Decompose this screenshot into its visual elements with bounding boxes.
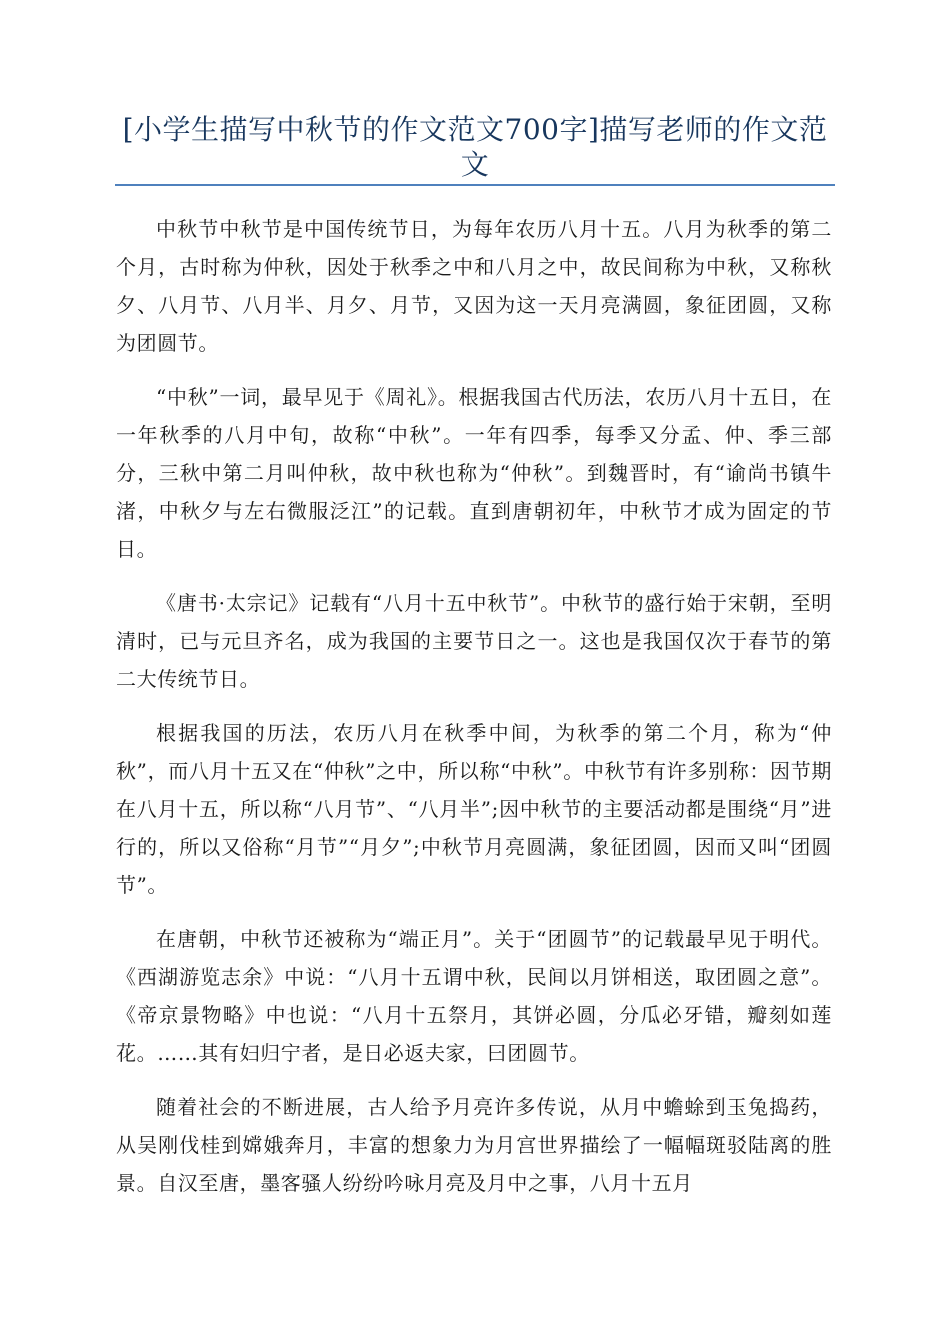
- paragraph-2: “中秋”一词，最早见于《周礼》。根据我国古代历法，农历八月十五日，在一年秋季的八月中旬，故称“中秋”。一年有四季，每季又分孟、仲、季三部分，三秋中第二月叫仲秋，故中秋也称为“仲秋”。到魏晋时，有“谕尚书镇牛渚，中秋夕与左右微服泛江”的记载。直到唐朝初年，中秋节才成为固定的节日。: [116, 385, 832, 561]
- paragraph-4: 根据我国的历法，农历八月在秋季中间，为秋季的第二个月，称为“仲秋”，而八月十五又在“仲秋”之中，所以称“中秋”。中秋节有许多别称：因节期在八月十五，所以称“八月节”、“八月半”;因中秋节的主要活动都是围绕“月”进行的，所以又俗称“月节”“月夕”;中秋节月亮圆满，象征团圆，因而又叫“团圆节”。: [116, 721, 832, 897]
- document-body: [116, 210, 832, 1218]
- document-title: [小学生描写中秋节的作文范文700字]描写老师的作文范文: [122, 113, 828, 181]
- paragraph-5: 在唐朝，中秋节还被称为“端正月”。关于“团圆节”的记载最早见于明代。《西湖游览志余》中说：“八月十五谓中秋，民间以月饼相送，取团圆之意”。《帝京景物略》中也说：“八月十五祭月，其饼必圆，分瓜必牙错，瓣刻如莲花。……其有妇归宁者，是日必返夫家，曰团圆节。: [116, 927, 832, 1065]
- paragraph-1: 中秋节中秋节是中国传统节日，为每年农历八月十五。八月为秋季的第二个月，古时称为仲秋，因处于秋季之中和八月之中，故民间称为中秋，又称秋夕、八月节、八月半、月夕、月节，又因为这一天月亮满圆，象征团圆，又称为团圆节。: [116, 217, 832, 355]
- title-underline: [115, 184, 835, 186]
- paragraph-6: 随着社会的不断进展，古人给予月亮许多传说，从月中蟾蜍到玉兔捣药，从吴刚伐桂到嫦娥奔月，丰富的想象力为月宫世界描绘了一幅幅斑驳陆离的胜景。自汉至唐，墨客骚人纷纷吟咏月亮及月中之事，八月十五月: [116, 1095, 832, 1195]
- paragraph-3: 《唐书·太宗记》记载有“八月十五中秋节”。中秋节的盛行始于宋朝，至明清时，已与元旦齐名，成为我国的主要节日之一。这也是我国仅次于春节的第二大传统节日。: [116, 591, 832, 691]
